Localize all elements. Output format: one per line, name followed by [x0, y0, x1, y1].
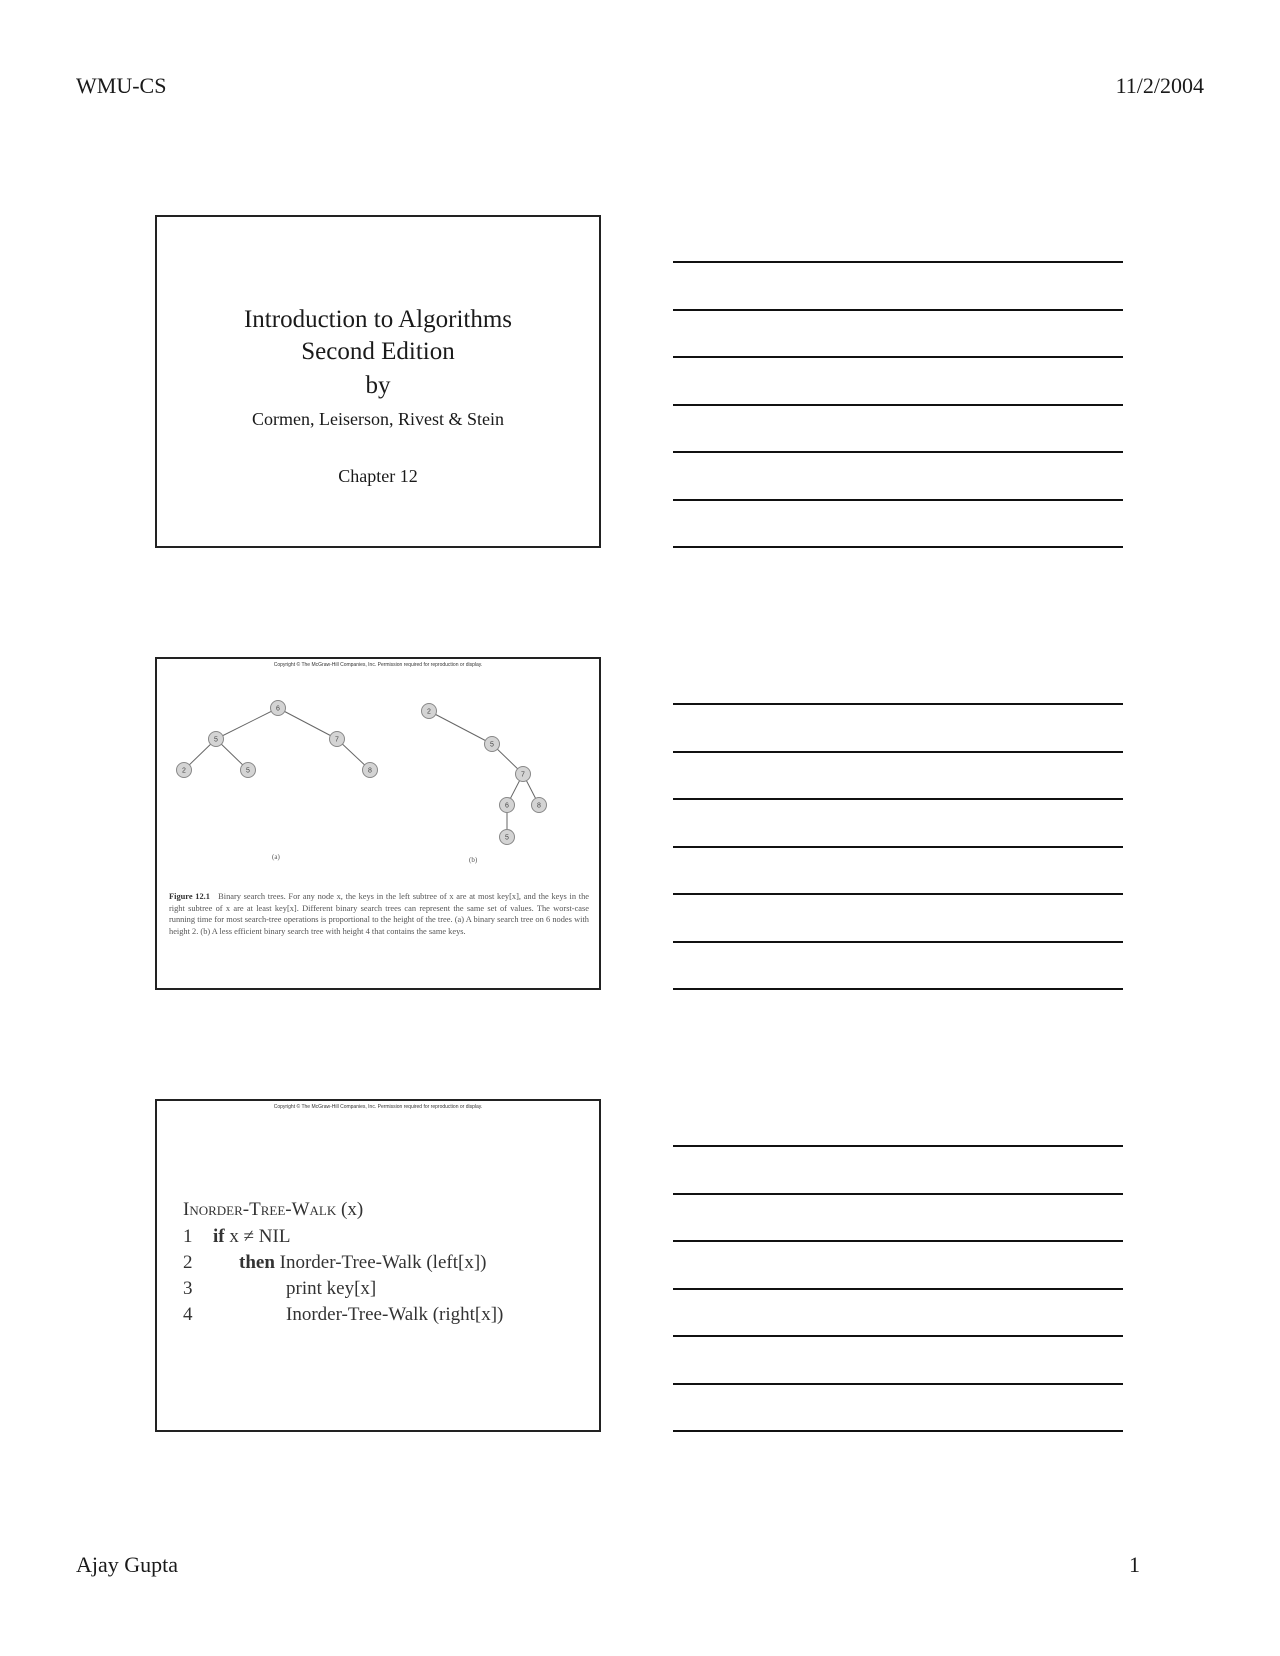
- tree-edge: [276, 705, 337, 739]
- tree-node-key: 8: [537, 802, 541, 810]
- tree-node-key: 8: [368, 767, 372, 775]
- code-keyword: then: [239, 1252, 275, 1273]
- code-keyword: if: [213, 1226, 225, 1247]
- tree-a-label: (a): [272, 853, 280, 861]
- line-number: 4: [183, 1304, 193, 1325]
- slide-1: [155, 215, 601, 548]
- slide-title-line-1: Introduction to Algorithms: [243, 306, 513, 333]
- slide-chapter: Chapter 12: [338, 466, 418, 486]
- figure-caption: [169, 891, 589, 937]
- tree-node-key: 5: [214, 736, 218, 744]
- note-line: [673, 356, 1123, 358]
- tree-b-label: (b): [469, 856, 478, 864]
- tree-edge: [216, 705, 280, 739]
- tree-b: [422, 704, 547, 845]
- note-line: [673, 1288, 1123, 1290]
- note-line: [673, 751, 1123, 753]
- slide-2: [155, 657, 601, 990]
- note-line: [673, 261, 1123, 263]
- note-line: [673, 846, 1123, 848]
- note-line: [673, 309, 1123, 311]
- slide-by: by: [365, 372, 391, 399]
- line-number: 2: [183, 1252, 193, 1273]
- code-line: [183, 1252, 486, 1274]
- tree-node-key: 2: [182, 767, 186, 775]
- header-left: WMU-CS: [76, 73, 167, 98]
- note-line: [673, 893, 1123, 895]
- code-text: x ≠ NIL: [229, 1226, 291, 1247]
- note-line: [673, 1335, 1123, 1337]
- tree-node-key: 7: [521, 771, 525, 779]
- code-text: Inorder-Tree-Walk (right[x]): [286, 1304, 504, 1325]
- note-line: [673, 988, 1123, 990]
- binary-tree-figure: [157, 659, 599, 889]
- line-number: 3: [183, 1278, 193, 1299]
- procedure-args: (x): [341, 1199, 364, 1220]
- note-line: [673, 941, 1123, 943]
- caption-label: Figure 12.1: [169, 892, 210, 901]
- note-line: [673, 703, 1123, 705]
- code-text: print key[x]: [286, 1278, 377, 1299]
- tree-a: [177, 701, 378, 778]
- note-line: [673, 1430, 1123, 1432]
- tree-node-key: 5: [246, 767, 250, 775]
- note-line: [673, 1145, 1123, 1147]
- tree-node-key: 5: [490, 741, 494, 749]
- tree-node-key: 7: [335, 736, 339, 744]
- line-number: 1: [183, 1226, 193, 1247]
- code-line: [183, 1226, 290, 1248]
- note-line: [673, 499, 1123, 501]
- note-line: [673, 404, 1123, 406]
- tree-node-key: 6: [505, 802, 509, 810]
- tree-node-key: 2: [427, 708, 431, 716]
- copyright-notice: Copyright © The McGraw-Hill Companies, Inc. Permission required for reproduction or display.: [273, 1104, 483, 1110]
- code-text: Inorder-Tree-Walk (left[x]): [279, 1252, 487, 1273]
- header-right: 11/2/2004: [1115, 73, 1204, 98]
- copyright-notice: Copyright © The McGraw-Hill Companies, Inc. Permission required for reproduction or display.: [273, 662, 483, 668]
- note-line: [673, 1383, 1123, 1385]
- slide-3: [155, 1099, 601, 1432]
- tree-edge: [427, 708, 492, 744]
- note-line: [673, 451, 1123, 453]
- tree-node-key: 6: [276, 705, 280, 713]
- footer-left: Ajay Gupta: [76, 1552, 179, 1577]
- slide-title-line-2: Second Edition: [301, 338, 455, 365]
- note-line: [673, 1193, 1123, 1195]
- note-line: [673, 1240, 1123, 1242]
- code-line: [183, 1278, 376, 1300]
- caption-text: Binary search trees. For any node x, the keys in the left subtree of x are at most key[x], and the keys in the right subtree of x are at least key[x]. Different binary search trees can represent the same set of values. The worst-case running time for most search-tree operations is proportional to the height of the tree. (a) A binary search tree on 6 nodes with height 2. (b) A less efficient binary search tree with height 4 that contains the same keys.: [169, 892, 590, 936]
- procedure-header: [183, 1199, 363, 1221]
- tree-node-key: 5: [505, 834, 509, 842]
- footer-right: 1: [1129, 1552, 1140, 1577]
- code-line: [183, 1304, 503, 1326]
- slide-authors: Cormen, Leiserson, Rivest & Stein: [252, 409, 504, 429]
- note-line: [673, 798, 1123, 800]
- procedure-name: Inorder-Tree-Walk: [183, 1199, 337, 1220]
- note-line: [673, 546, 1123, 548]
